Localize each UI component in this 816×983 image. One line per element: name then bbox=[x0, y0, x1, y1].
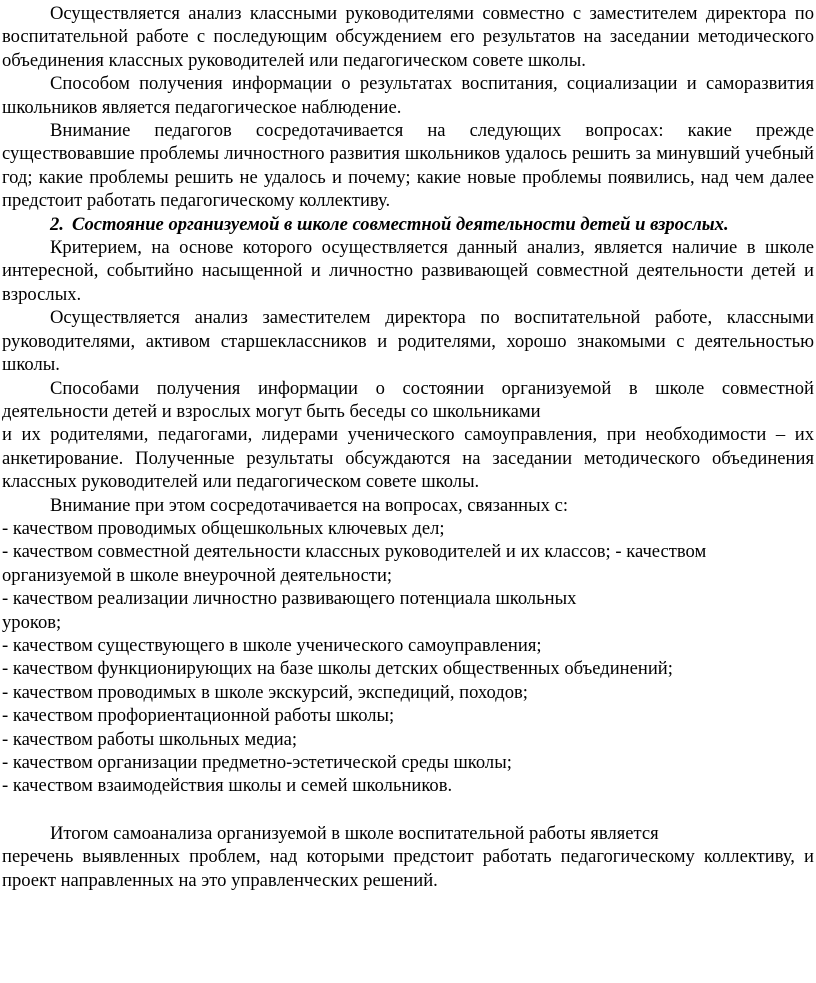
blank-line bbox=[2, 798, 814, 822]
paragraph-info-method: Способом получения информации о результатах воспитания, социализации и саморазвития школьников является педагогическое наблюдение. bbox=[2, 73, 814, 118]
questions-list bbox=[2, 517, 814, 798]
list-item: - качеством проводимых общешкольных ключевых дел; bbox=[2, 517, 445, 539]
list-item: - качеством реализации личностно развивающего потенциала школьных bbox=[2, 588, 577, 610]
paragraph-info-methods-line1: Способами получения информации о состоянии организуемой в школе совместной деятельности детей и взрослых могут быть беседы со школьниками bbox=[2, 377, 814, 422]
paragraph-conclusion-line1: Итогом самоанализа организуемой в школе воспитательной работы является bbox=[50, 822, 659, 844]
list-item: - качеством проводимых в школе экскурсий, экспедиций, походов; bbox=[2, 681, 528, 703]
section-heading-text: Состояние организуемой в школе совместной деятельности детей и взрослых. bbox=[71, 213, 729, 235]
paragraph-analysis-by-deputy: Осуществляется анализ заместителем директора по воспитательной работе, классными руководителями, активом старшеклассников и родителями, хорошо знакомыми с деятельностью школы. bbox=[2, 307, 814, 376]
paragraph-analysis-by-teachers: Осуществляется анализ классными руководителями совместно с заместителем директора по воспитательной работе с последующим обсуждением его результатов на заседании методического объединения классных руководителей или педагогическом совете школы. bbox=[2, 3, 814, 71]
list-item: - качеством профориентационной работы школы; bbox=[2, 705, 395, 727]
list-item: - качеством существующего в школе ученического самоуправления; bbox=[2, 634, 542, 656]
list-item: - качеством совместной деятельности классных руководителей и их классов; - качеством организуемой в школе внеурочной деятельности; bbox=[2, 541, 707, 586]
paragraph-conclusion-line2: перечень выявленных проблем, над которыми предстоит работать педагогическому коллективу, и проект направленных на это управленческих решений. bbox=[2, 846, 814, 891]
list-item: уроков; bbox=[2, 611, 62, 633]
paragraph-attention-questions: Внимание при этом сосредотачивается на вопросах, связанных с: bbox=[50, 494, 568, 516]
list-item: - качеством взаимодействия школы и семей школьников. bbox=[2, 775, 453, 797]
list-item: - качеством организации предметно-эстетической среды школы; bbox=[2, 752, 512, 773]
section-heading-number: 2. bbox=[50, 213, 64, 235]
list-item: - качеством функционирующих на базе школы детских общественных объединений; bbox=[2, 658, 673, 680]
section-heading bbox=[2, 213, 814, 236]
paragraph-criterion: Критерием, на основе которого осуществляется данный анализ, является наличие в школе интересной, событийно насыщенной и личностно развивающей совместной деятельности детей и взрослых. bbox=[2, 237, 814, 305]
paragraph-teacher-attention: Внимание педагогов сосредотачивается на следующих вопросах: какие прежде существовавшие проблемы личностного развития школьников удалось решить за минувший учебный год; какие проблемы решить не удалось и почему; какие новые проблемы появились, над чем далее предстоит работать педагогическому коллективу. bbox=[2, 120, 814, 212]
paragraph-info-methods-line2: и их родителями, педагогами, лидерами ученического самоуправления, при необходимости – их анкетирование. Полученные результаты обсуждаются на заседании методического объединения классных руководителей или педагогическом совете школы. bbox=[2, 424, 814, 493]
list-item: - качеством работы школьных медиа; bbox=[2, 728, 298, 750]
